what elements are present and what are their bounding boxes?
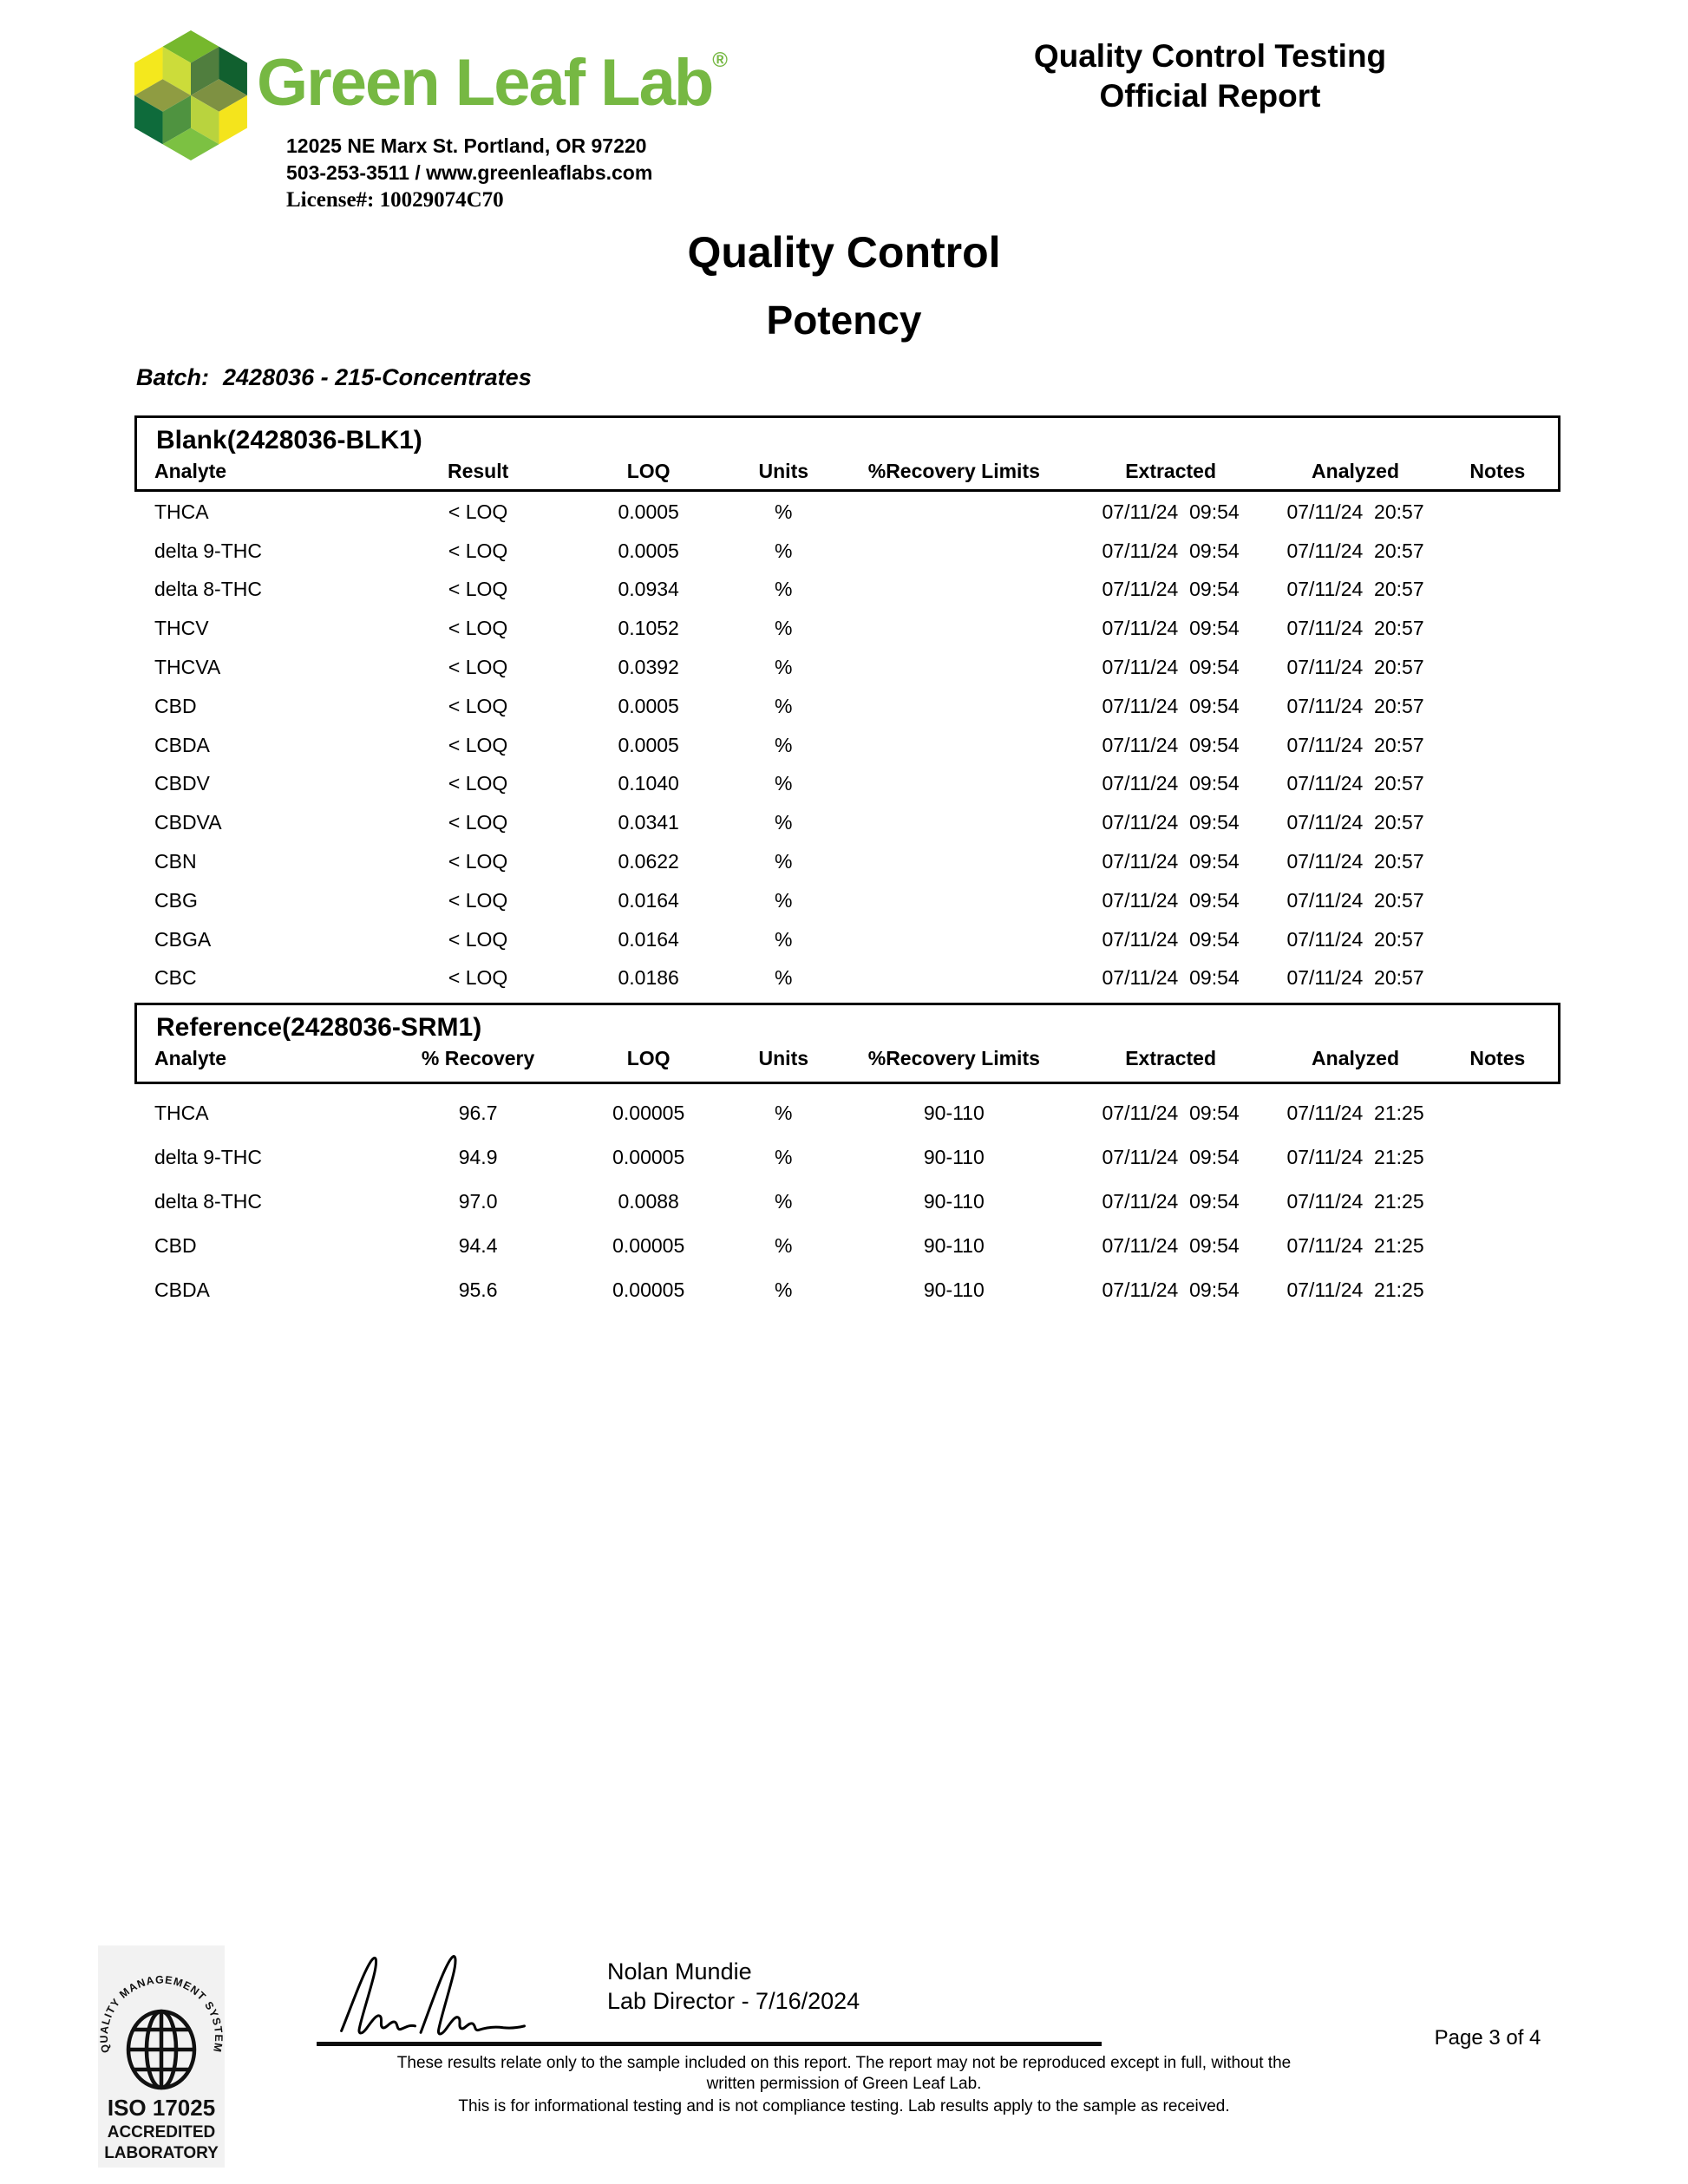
extracted-cell: 07/11/24 09:54 (1102, 694, 1240, 717)
analyte-cell: CBDA (154, 1278, 210, 1301)
result-cell: < LOQ (448, 927, 508, 951)
result-cell: < LOQ (448, 772, 508, 795)
reference-table-column-headers (137, 1044, 1558, 1072)
units-cell: % (775, 811, 793, 834)
loq-cell: 0.0622 (618, 850, 679, 873)
extracted-cell: 07/11/24 09:54 (1102, 656, 1240, 679)
reference-table-rows (137, 1091, 1558, 1312)
analyzed-cell: 07/11/24 20:57 (1286, 539, 1424, 562)
loq-cell: 0.0088 (618, 1190, 679, 1213)
page-number: Page 3 of 4 (1434, 2026, 1541, 2050)
units-cell: % (775, 539, 793, 562)
extracted-cell: 07/11/24 09:54 (1102, 1234, 1240, 1257)
column-header-extracted: Extracted (1125, 1046, 1217, 1069)
table-row (137, 765, 1558, 804)
loq-cell: 0.0934 (618, 578, 679, 601)
analyzed-cell: 07/11/24 20:57 (1286, 850, 1424, 873)
analyzed-cell: 07/11/24 21:25 (1286, 1190, 1424, 1213)
batch-label: Batch: (136, 364, 210, 390)
result-cell: < LOQ (448, 694, 508, 717)
analyte-cell: delta 8-THC (154, 1190, 262, 1213)
units-cell: % (775, 500, 793, 523)
limits-cell: 90-110 (923, 1190, 985, 1213)
table-row (137, 1135, 1558, 1180)
column-header-recovery: % Recovery (421, 1046, 535, 1069)
batch-value: 2428036 - 215-Concentrates (223, 364, 532, 390)
units-cell: % (775, 1146, 793, 1168)
analyte-cell: delta 9-THC (154, 1146, 262, 1168)
extracted-cell: 07/11/24 09:54 (1102, 966, 1240, 990)
badge-arc-text: QUALITY MANAGEMENT SYSTEM (98, 1973, 225, 2054)
recovery-cell: 97.0 (458, 1190, 498, 1213)
column-header-notes: Notes (1469, 1046, 1526, 1069)
result-cell: < LOQ (448, 733, 508, 756)
analyzed-cell: 07/11/24 20:57 (1286, 656, 1424, 679)
units-cell: % (775, 966, 793, 990)
units-cell: % (775, 772, 793, 795)
analyzed-cell: 07/11/24 20:57 (1286, 966, 1424, 990)
column-header-analyte: Analyte (154, 1046, 227, 1069)
column-header-units: Units (758, 1046, 809, 1069)
analyzed-cell: 07/11/24 21:25 (1286, 1146, 1424, 1168)
limits-cell: 90-110 (923, 1146, 985, 1168)
units-cell: % (775, 1102, 793, 1124)
extracted-cell: 07/11/24 09:54 (1102, 500, 1240, 523)
analyte-cell: THCV (154, 617, 209, 640)
reference-table-header-box (134, 1003, 1560, 1084)
column-header-extracted: Extracted (1125, 459, 1217, 482)
table-row (137, 881, 1558, 920)
green-leaf-lab-logo-icon (134, 30, 247, 165)
analyzed-cell: 07/11/24 20:57 (1286, 733, 1424, 756)
table-row (137, 687, 1558, 726)
table-row (137, 920, 1558, 959)
table-row (137, 803, 1558, 842)
column-header-units: Units (758, 459, 809, 482)
signature-icon (286, 1952, 581, 2049)
signature-image (286, 1952, 581, 2053)
result-cell: < LOQ (448, 811, 508, 834)
extracted-cell: 07/11/24 09:54 (1102, 578, 1240, 601)
table-row (137, 1091, 1558, 1135)
blank-table-header-box (134, 415, 1560, 492)
lab-phone-website: 503-253-3511 / www.greenleaflabs.com (286, 161, 653, 184)
result-cell: < LOQ (448, 617, 508, 640)
analyte-cell: THCA (154, 1102, 209, 1124)
analyzed-cell: 07/11/24 20:57 (1286, 500, 1424, 523)
signature-line (317, 2042, 1102, 2046)
hexagon-cubes-icon (134, 30, 247, 160)
loq-cell: 0.0005 (618, 539, 679, 562)
analyte-cell: CBG (154, 888, 198, 912)
license-number: License#: 10029074C70 (286, 188, 504, 212)
column-header-analyzed: Analyzed (1312, 1046, 1400, 1069)
result-cell: < LOQ (448, 656, 508, 679)
extracted-cell: 07/11/24 09:54 (1102, 539, 1240, 562)
disclaimer-line-3: This is for informational testing and is not compliance testing. Lab results apply to the sample as received. (458, 2097, 1230, 2115)
limits-cell: 90-110 (923, 1102, 985, 1124)
logo-wordmark (257, 45, 728, 121)
units-cell: % (775, 694, 793, 717)
blank-table-rows (137, 493, 1558, 997)
analyzed-cell: 07/11/24 20:57 (1286, 694, 1424, 717)
extracted-cell: 07/11/24 09:54 (1102, 733, 1240, 756)
analyzed-cell: 07/11/24 21:25 (1286, 1102, 1424, 1124)
loq-cell: 0.0005 (618, 500, 679, 523)
units-cell: % (775, 1278, 793, 1301)
column-header-recovery-limits: %Recovery Limits (867, 459, 1040, 482)
lab-address: 12025 NE Marx St. Portland, OR 97220 (286, 134, 647, 157)
extracted-cell: 07/11/24 09:54 (1102, 1102, 1240, 1124)
table-row (137, 609, 1558, 648)
table-row (137, 571, 1558, 610)
table-row (137, 532, 1558, 571)
loq-cell: 0.0164 (618, 927, 679, 951)
report-type-header (937, 36, 1483, 116)
analyte-cell: CBN (154, 850, 197, 873)
loq-cell: 0.1052 (618, 617, 679, 640)
recovery-cell: 95.6 (458, 1278, 498, 1301)
extracted-cell: 07/11/24 09:54 (1102, 1146, 1240, 1168)
reference-table-title: Reference(2428036-SRM1) (156, 1013, 482, 1042)
units-cell: % (775, 656, 793, 679)
loq-cell: 0.00005 (612, 1146, 685, 1168)
column-header-loq: LOQ (626, 459, 671, 482)
analyte-cell: CBDV (154, 772, 210, 795)
units-cell: % (775, 927, 793, 951)
result-cell: < LOQ (448, 888, 508, 912)
loq-cell: 0.0005 (618, 694, 679, 717)
units-cell: % (775, 1234, 793, 1257)
analyzed-cell: 07/11/24 20:57 (1286, 888, 1424, 912)
analyte-cell: THCVA (154, 656, 221, 679)
analyte-cell: CBDVA (154, 811, 222, 834)
analyte-cell: delta 8-THC (154, 578, 262, 601)
column-header-analyzed: Analyzed (1312, 459, 1400, 482)
table-row (137, 842, 1558, 881)
units-cell: % (775, 1190, 793, 1213)
column-header-result: Result (447, 459, 509, 482)
analyte-cell: CBDA (154, 733, 210, 756)
table-row (137, 1224, 1558, 1268)
analyte-cell: CBGA (154, 927, 212, 951)
units-cell: % (775, 888, 793, 912)
iso-badge-line3: LABORATORY (104, 2144, 219, 2162)
analyzed-cell: 07/11/24 20:57 (1286, 811, 1424, 834)
signer-name: Nolan Mundie (607, 1958, 752, 1985)
report-type-line2: Official Report (1099, 78, 1321, 114)
analyte-cell: delta 9-THC (154, 539, 262, 562)
extracted-cell: 07/11/24 09:54 (1102, 617, 1240, 640)
result-cell: < LOQ (448, 539, 508, 562)
loq-cell: 0.0341 (618, 811, 679, 834)
table-row (137, 1180, 1558, 1224)
disclaimer-line-1: These results relate only to the sample included on this report. The report may not be reproduced except in full, without the (396, 2054, 1292, 2072)
table-row (137, 648, 1558, 687)
extracted-cell: 07/11/24 09:54 (1102, 888, 1240, 912)
column-header-recovery-limits: %Recovery Limits (867, 1046, 1040, 1069)
loq-cell: 0.0164 (618, 888, 679, 912)
report-type-line1: Quality Control Testing (1033, 38, 1387, 74)
column-header-loq: LOQ (626, 1046, 671, 1069)
table-row (137, 493, 1558, 532)
result-cell: < LOQ (448, 578, 508, 601)
loq-cell: 0.00005 (612, 1102, 685, 1124)
recovery-cell: 94.4 (458, 1234, 498, 1257)
units-cell: % (775, 617, 793, 640)
logo-wordmark-text: Green Leaf Lab (257, 46, 713, 120)
units-cell: % (775, 850, 793, 873)
iso-badge-line1: ISO 17025 (107, 2095, 216, 2121)
analyzed-cell: 07/11/24 20:57 (1286, 927, 1424, 951)
analyzed-cell: 07/11/24 20:57 (1286, 772, 1424, 795)
extracted-cell: 07/11/24 09:54 (1102, 1190, 1240, 1213)
limits-cell: 90-110 (923, 1278, 985, 1301)
analyte-cell: CBD (154, 1234, 197, 1257)
units-cell: % (775, 578, 793, 601)
iso-badge-line2: ACCREDITED (107, 2123, 216, 2141)
recovery-cell: 94.9 (458, 1146, 498, 1168)
extracted-cell: 07/11/24 09:54 (1102, 1278, 1240, 1301)
recovery-cell: 96.7 (458, 1102, 498, 1124)
extracted-cell: 07/11/24 09:54 (1102, 927, 1240, 951)
loq-cell: 0.00005 (612, 1278, 685, 1301)
result-cell: < LOQ (448, 966, 508, 990)
extracted-cell: 07/11/24 09:54 (1102, 811, 1240, 834)
table-row (137, 1268, 1558, 1312)
loq-cell: 0.0005 (618, 733, 679, 756)
extracted-cell: 07/11/24 09:54 (1102, 850, 1240, 873)
result-cell: < LOQ (448, 500, 508, 523)
analyte-cell: CBC (154, 966, 197, 990)
page-title: Quality Control (687, 228, 1001, 277)
blank-table-column-headers (137, 457, 1558, 485)
disclaimer-line-2: written permission of Green Leaf Lab. (706, 2075, 982, 2093)
result-cell: < LOQ (448, 850, 508, 873)
analyzed-cell: 07/11/24 21:25 (1286, 1234, 1424, 1257)
analyte-cell: CBD (154, 694, 197, 717)
analyzed-cell: 07/11/24 20:57 (1286, 578, 1424, 601)
extracted-cell: 07/11/24 09:54 (1102, 772, 1240, 795)
analyzed-cell: 07/11/24 21:25 (1286, 1278, 1424, 1301)
blank-table-title: Blank(2428036-BLK1) (156, 426, 422, 454)
units-cell: % (775, 733, 793, 756)
limits-cell: 90-110 (923, 1234, 985, 1257)
page-subtitle: Potency (766, 298, 922, 343)
registered-trademark-symbol: ® (712, 49, 728, 72)
table-row (137, 726, 1558, 765)
loq-cell: 0.0392 (618, 656, 679, 679)
column-header-notes: Notes (1469, 459, 1526, 482)
loq-cell: 0.00005 (612, 1234, 685, 1257)
analyte-cell: THCA (154, 500, 209, 523)
column-header-analyte: Analyte (154, 459, 227, 482)
table-row (137, 959, 1558, 998)
loq-cell: 0.0186 (618, 966, 679, 990)
analyzed-cell: 07/11/24 20:57 (1286, 617, 1424, 640)
signer-title: Lab Director - 7/16/2024 (607, 1988, 860, 2014)
loq-cell: 0.1040 (618, 772, 679, 795)
batch-line (136, 364, 532, 391)
